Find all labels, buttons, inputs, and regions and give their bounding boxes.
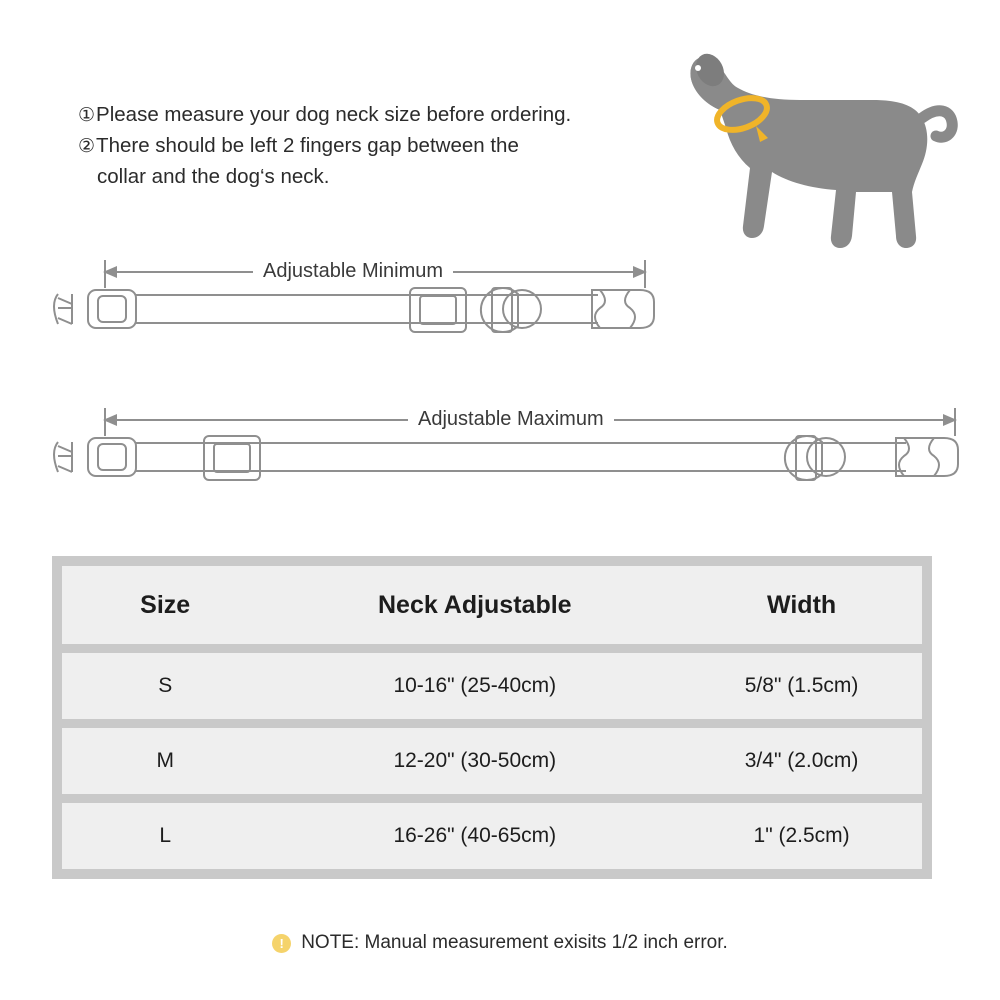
collar-diagram-maximum	[0, 390, 1000, 515]
table-header-size: Size	[140, 590, 191, 619]
table-cell-size: S	[158, 674, 173, 697]
note-block	[0, 932, 1000, 954]
collar-minimum-svg	[0, 250, 1000, 365]
label-adjustable-maximum: Adjustable Maximum	[408, 408, 614, 431]
instruction-line-2-continued: collar and the dog‘s neck.	[97, 165, 330, 188]
size-table	[52, 556, 932, 879]
table-row	[62, 803, 922, 869]
table-cell-neck: 12-20" (30-50cm)	[393, 749, 557, 772]
exclamation-icon: !	[272, 934, 291, 953]
instruction-line-2	[78, 131, 678, 162]
table-row	[62, 728, 922, 794]
instructions-block	[78, 100, 678, 192]
instruction-number-1: ①	[78, 105, 96, 126]
dog-illustration	[660, 40, 960, 280]
table-cell-neck: 16-26" (40-65cm)	[393, 824, 557, 847]
table-cell-width: 3/4" (2.0cm)	[744, 749, 859, 772]
instruction-text-2: There should be left 2 fingers gap between the	[96, 134, 519, 157]
table-cell-size: M	[156, 749, 174, 772]
table-cell-neck: 10-16" (25-40cm)	[393, 674, 557, 697]
note-text: NOTE: Manual measurement exisits 1/2 inch error.	[301, 932, 728, 953]
instruction-number-2: ②	[78, 136, 96, 157]
table-cell-size: L	[159, 824, 172, 847]
label-adjustable-minimum: Adjustable Minimum	[253, 260, 453, 283]
table-header-width: Width	[766, 590, 837, 619]
collar-diagram-minimum	[0, 250, 1000, 365]
instruction-text-1: Please measure your dog neck size before ordering.	[96, 103, 572, 126]
table-cell-width: 1" (2.5cm)	[753, 824, 850, 847]
table-row	[62, 653, 922, 719]
table-header-neck-adjustable: Neck Adjustable	[377, 590, 572, 619]
dog-icon	[660, 40, 960, 280]
instruction-line-1	[78, 100, 678, 131]
table-header-row	[62, 566, 922, 644]
table-cell-width: 5/8" (1.5cm)	[744, 674, 859, 697]
